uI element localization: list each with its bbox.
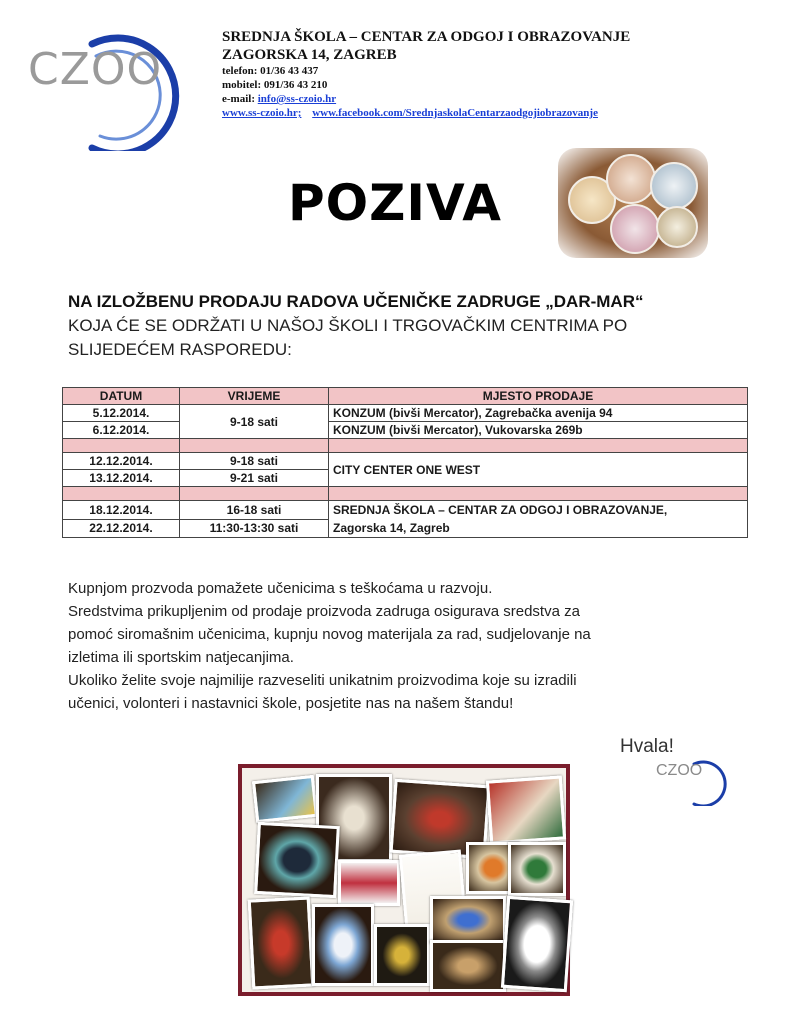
description-line: Kupnjom prozvoda pomažete učenicima s teškoćama u razvoju. <box>68 580 493 597</box>
place-cell: KONZUM (bivši Mercator), Vukovarska 269b <box>329 422 748 439</box>
table-row <box>63 405 748 422</box>
website-link[interactable]: www.ss-czoio.hr; <box>222 107 302 119</box>
spacer-row <box>63 439 748 453</box>
facebook-link[interactable]: www.facebook.com/SrednjaskolaCentarzaodgojiobrazovanje <box>312 107 598 119</box>
date-cell: 22.12.2014. <box>63 519 180 538</box>
invitation-intro <box>68 290 748 362</box>
decorated-plate <box>650 162 698 210</box>
decorated-plate <box>610 204 660 254</box>
mobile-line: mobitel: 091/36 43 210 <box>222 79 328 91</box>
intro-line-2: KOJA ĆE SE ODRŽATI U NAŠOJ ŠKOLI I TRGOVAČKIM CENTRIMA PO <box>68 316 628 335</box>
date-cell: 5.12.2014. <box>63 405 180 422</box>
photo-tile <box>312 904 374 986</box>
intro-line-3: SLIJEDEĆEM RASPOREDU: <box>68 340 292 359</box>
photo-tile <box>338 860 400 906</box>
school-header <box>222 28 762 120</box>
time-cell: 9-18 sati <box>180 453 329 470</box>
photo-tile <box>486 775 566 844</box>
header-date: DATUM <box>63 388 180 405</box>
logo-text: CZOO <box>28 44 163 95</box>
time-cell: 11:30-13:30 sati <box>180 519 329 538</box>
email-label: e-mail: <box>222 93 255 105</box>
place-cell: KONZUM (bivši Mercator), Zagrebačka avenija 94 <box>329 405 748 422</box>
intro-headline: NA IZLOŽBENU PRODAJU RADOVA UČENIČKE ZADRUGE „DAR-MAR“ <box>68 292 644 311</box>
photo-tile <box>248 896 315 989</box>
phone-line: telefon: 01/36 43 437 <box>222 65 319 77</box>
logo-small-text: CZOO <box>656 762 703 779</box>
plates-photo <box>558 148 708 258</box>
school-name: SREDNJA ŠKOLA – CENTAR ZA ODGOJ I OBRAZOVANJE <box>222 29 631 45</box>
time-cell: 9-18 sati <box>180 405 329 439</box>
description-line: pomoć siromašnim učenicima, kupnju novog materijala za rad, sudjelovanje na <box>68 626 591 643</box>
time-cell: 16-18 sati <box>180 501 329 520</box>
date-cell: 18.12.2014. <box>63 501 180 520</box>
description-text <box>68 577 748 715</box>
web-links <box>222 106 762 120</box>
school-address: ZAGORSKA 14, ZAGREB <box>222 47 397 63</box>
date-cell: 13.12.2014. <box>63 470 180 487</box>
decorated-plate <box>606 154 656 204</box>
spacer-row <box>63 487 748 501</box>
place-line-2: Zagorska 14, Zagreb <box>333 521 450 535</box>
place-cell <box>329 501 748 538</box>
description-line: učenici, volonteri i nastavnici škole, posjetite nas na našem štandu! <box>68 695 514 712</box>
thanks-text: Hvala! <box>620 736 674 757</box>
header-time: VRIJEME <box>180 388 329 405</box>
description-line: izletima ili sportskim natjecanjima. <box>68 649 294 666</box>
products-collage <box>238 764 570 996</box>
photo-tile <box>374 924 430 986</box>
table-header-row <box>63 388 748 405</box>
table-row <box>63 422 748 439</box>
photo-tile <box>430 896 506 944</box>
header-place: MJESTO PRODAJE <box>329 388 748 405</box>
photo-tile <box>252 775 318 823</box>
decorated-plate <box>656 206 698 248</box>
photo-tile <box>254 822 340 898</box>
email-line <box>222 92 762 106</box>
email-link[interactable]: info@ss-czoio.hr <box>257 93 337 105</box>
collage-background <box>242 768 566 992</box>
date-cell: 12.12.2014. <box>63 453 180 470</box>
place-cell: CITY CENTER ONE WEST <box>329 453 748 487</box>
schedule-table <box>62 387 748 538</box>
description-line: Ukoliko želite svoje najmilije razveseliti unikatnim proizvodima koje su izradili <box>68 672 577 689</box>
time-cell: 9-21 sati <box>180 470 329 487</box>
table-row <box>63 501 748 520</box>
page-title: POZIVA <box>288 174 503 232</box>
date-cell: 6.12.2014. <box>63 422 180 439</box>
table-row <box>63 453 748 470</box>
photo-tile <box>508 842 566 896</box>
photo-tile <box>430 940 506 992</box>
description-line: Sredstvima prikupljenim od prodaje proizvoda zadruga osigurava sredstva za <box>68 603 580 620</box>
photo-tile <box>501 896 573 992</box>
place-line-1: SREDNJA ŠKOLA – CENTAR ZA ODGOJ I OBRAZOVANJE, <box>333 503 668 517</box>
